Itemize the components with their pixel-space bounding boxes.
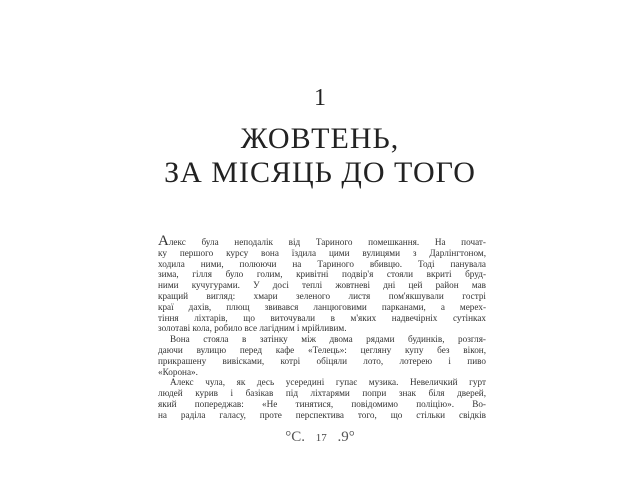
text-line: даючи вулицю перед кафе «Телець»: цегляну купу без вікон, <box>158 344 486 355</box>
text-line: ку першого курсу вона їздила цими вулицями з Дарлінгтоном, <box>158 247 486 258</box>
chapter-title <box>0 122 640 190</box>
page-footer <box>0 428 640 447</box>
ornament-right-icon: .9° <box>337 429 355 445</box>
text-line: прикрашену вивісками, котрі обіцяли лото, лотерею і пиво <box>158 355 486 366</box>
text-line: золотаві кола, робило все лагідним і мрійливим. <box>158 323 347 334</box>
text-line-content: лекс була неподалік від Тариного помешкання. На почат- <box>168 237 486 247</box>
text-line: ходила ними, полюючи на Тариного вбивцю. Тоді панувала <box>158 258 486 269</box>
text-line: на раділа галасу, проте перспектива того, що стільки свідків <box>158 409 486 420</box>
text-line: ними кучугурами. У досі теплі жовтневі дні цей район мав <box>158 280 486 291</box>
text-line: зима, гілля було голим, кривітні подвір'я стояли вкриті бруд- <box>158 269 486 280</box>
chapter-title-line: ЗА МІСЯЦЬ ДО ТОГО <box>164 156 476 189</box>
body-text <box>158 233 486 421</box>
text-line: Алекс чула, як десь усередині гупає музика. Невеличкий гурт <box>170 377 486 388</box>
drop-cap: А <box>158 233 169 249</box>
text-line: кращий вигляд: хмари зеленого листя пом'якшували гострі <box>158 290 486 301</box>
ornament-left-icon: °C. <box>285 429 305 445</box>
text-line: краї дахів, плющ звивався ланцюговими парканами, а мерех- <box>158 301 486 312</box>
text-line: Вона стояла в затінку між двома рядами будинків, розгля- <box>170 334 486 345</box>
chapter-title-line: ЖОВТЕНЬ, <box>240 122 400 155</box>
text-line <box>158 233 486 249</box>
text-line: людей курив і базікав під ліхтарями попри знак біля дверей, <box>158 388 486 399</box>
text-line: який попереджав: «Не тинятися, повідомимо поліцію». Во- <box>158 398 486 409</box>
chapter-number: 1 <box>314 85 326 111</box>
page-number: 17 <box>315 432 327 444</box>
text-line: «Корона». <box>158 366 198 377</box>
text-line: тіння ліхтарів, що виточували в м'яких надвечірніх сутінках <box>158 312 486 323</box>
